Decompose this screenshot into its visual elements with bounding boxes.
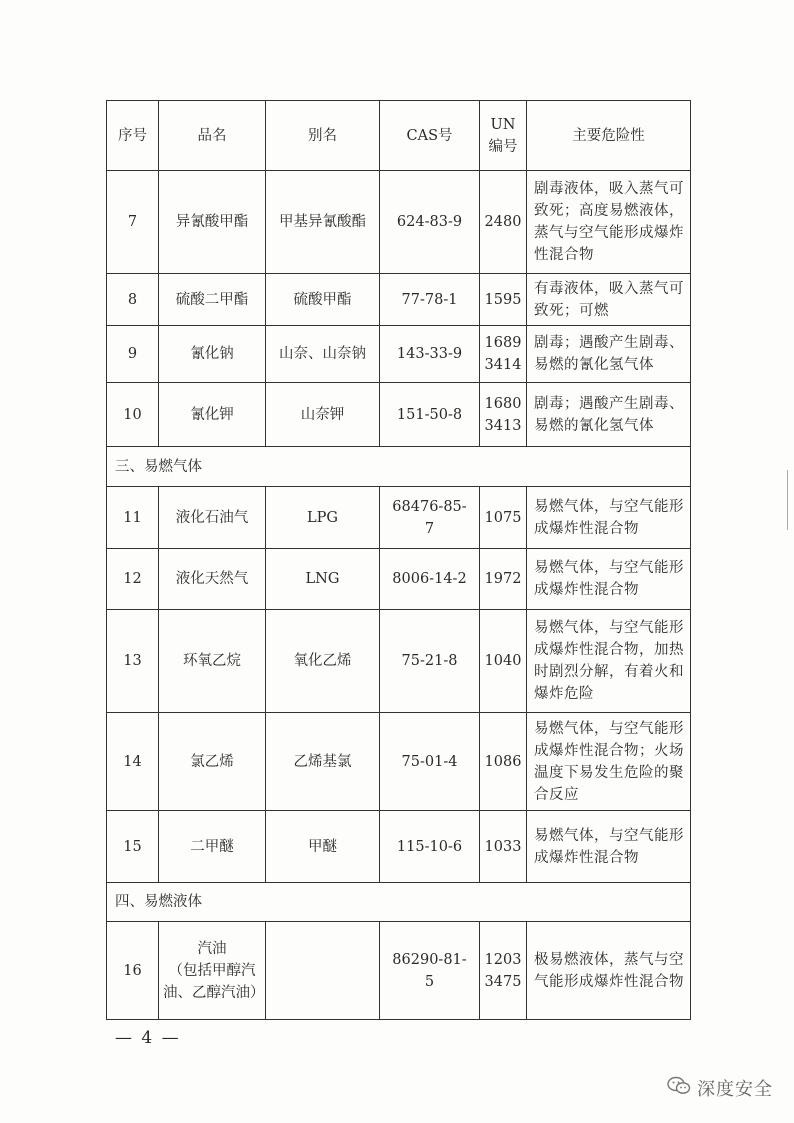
cell-seq: 12 [107,549,159,610]
table-row [107,610,691,713]
header-name: 品名 [159,101,266,171]
cell-cas: 68476-85- 7 [380,487,480,549]
cell-alias: 硫酸甲酯 [266,274,380,326]
cell-seq: 13 [107,610,159,713]
header-cas: CAS号 [380,101,480,171]
cell-alias: 山奈钾 [266,383,380,447]
table-row [107,326,691,383]
cell-hazard: 易燃气体，与空气能形成爆炸性混合物 [527,549,691,610]
cell-un: 1075 [480,487,527,549]
table-row [107,383,691,447]
cell-seq: 7 [107,171,159,274]
section-header-row [107,883,691,922]
cell-name: 氯乙烯 [159,713,266,811]
cell-hazard: 易燃气体，与空气能形成爆炸性混合物 [527,487,691,549]
cell-cas: 624-83-9 [380,171,480,274]
cell-alias: LPG [266,487,380,549]
cell-name: 异氰酸甲酯 [159,171,266,274]
cell-cas: 8006-14-2 [380,549,480,610]
cell-hazard: 剧毒；遇酸产生剧毒、易燃的氰化氢气体 [527,326,691,383]
cell-alias [266,922,380,1020]
header-un: UN 编号 [480,101,527,171]
cell-alias: 甲基异氰酸酯 [266,171,380,274]
cell-hazard: 剧毒液体，吸入蒸气可致死；高度易燃液体，蒸气与空气能形成爆炸性混合物 [527,171,691,274]
cell-seq: 11 [107,487,159,549]
cell-hazard: 剧毒；遇酸产生剧毒、易燃的氰化氢气体 [527,383,691,447]
cell-cas: 75-21-8 [380,610,480,713]
cell-un: 1040 [480,610,527,713]
section-title-flammable-liquids: 四、易燃液体 [107,883,691,922]
cell-seq: 10 [107,383,159,447]
cell-hazard: 易燃气体，与空气能形成爆炸性混合物 [527,811,691,883]
cell-un: 1203 3475 [480,922,527,1020]
cell-alias: 乙烯基氯 [266,713,380,811]
cell-seq: 9 [107,326,159,383]
cell-cas: 115-10-6 [380,811,480,883]
table-row [107,274,691,326]
cell-alias: LNG [266,549,380,610]
cell-cas: 75-01-4 [380,713,480,811]
cell-un: 1972 [480,549,527,610]
section-title-flammable-gases: 三、易燃气体 [107,447,691,487]
watermark [667,1075,773,1101]
cell-name: 环氧乙烷 [159,610,266,713]
cell-un: 2480 [480,171,527,274]
cell-un: 1680 3413 [480,383,527,447]
cell-un: 1033 [480,811,527,883]
header-hazard: 主要危险性 [527,101,691,171]
cell-seq: 16 [107,922,159,1020]
cell-alias: 氧化乙烯 [266,610,380,713]
wechat-icon [667,1076,691,1100]
cell-cas: 86290-81- 5 [380,922,480,1020]
page-edge-mark [787,470,788,530]
cell-alias: 山奈、山奈钠 [266,326,380,383]
table-header-row [107,101,691,171]
table-row [107,487,691,549]
table-row [107,922,691,1020]
section-header-row [107,447,691,487]
cell-hazard: 易燃气体，与空气能形成爆炸性混合物；火场温度下易发生危险的聚合反应 [527,713,691,811]
hazardous-chemicals-table [106,100,691,1020]
cell-alias: 甲醚 [266,811,380,883]
table-row [107,549,691,610]
cell-cas: 77-78-1 [380,274,480,326]
cell-hazard: 极易燃液体，蒸气与空气能形成爆炸性混合物 [527,922,691,1020]
header-alias: 别名 [266,101,380,171]
cell-seq: 15 [107,811,159,883]
cell-seq: 14 [107,713,159,811]
cell-un: 1595 [480,274,527,326]
cell-un: 1689 3414 [480,326,527,383]
cell-name: 汽油 （包括甲醇汽油、乙醇汽油） [159,922,266,1020]
cell-hazard: 有毒液体，吸入蒸气可致死；可燃 [527,274,691,326]
cell-name: 二甲醚 [159,811,266,883]
cell-name: 氰化钠 [159,326,266,383]
table-row [107,713,691,811]
page-number: — 4 — [115,1028,181,1048]
cell-name: 液化天然气 [159,549,266,610]
cell-un: 1086 [480,713,527,811]
watermark-text: 深度安全 [697,1079,773,1100]
table-row [107,811,691,883]
table-row [107,171,691,274]
cell-name: 液化石油气 [159,487,266,549]
cell-name: 硫酸二甲酯 [159,274,266,326]
header-seq: 序号 [107,101,159,171]
cell-seq: 8 [107,274,159,326]
cell-cas: 151-50-8 [380,383,480,447]
cell-hazard: 易燃气体，与空气能形成爆炸性混合物，加热时剧烈分解，有着火和爆炸危险 [527,610,691,713]
cell-name: 氰化钾 [159,383,266,447]
cell-cas: 143-33-9 [380,326,480,383]
